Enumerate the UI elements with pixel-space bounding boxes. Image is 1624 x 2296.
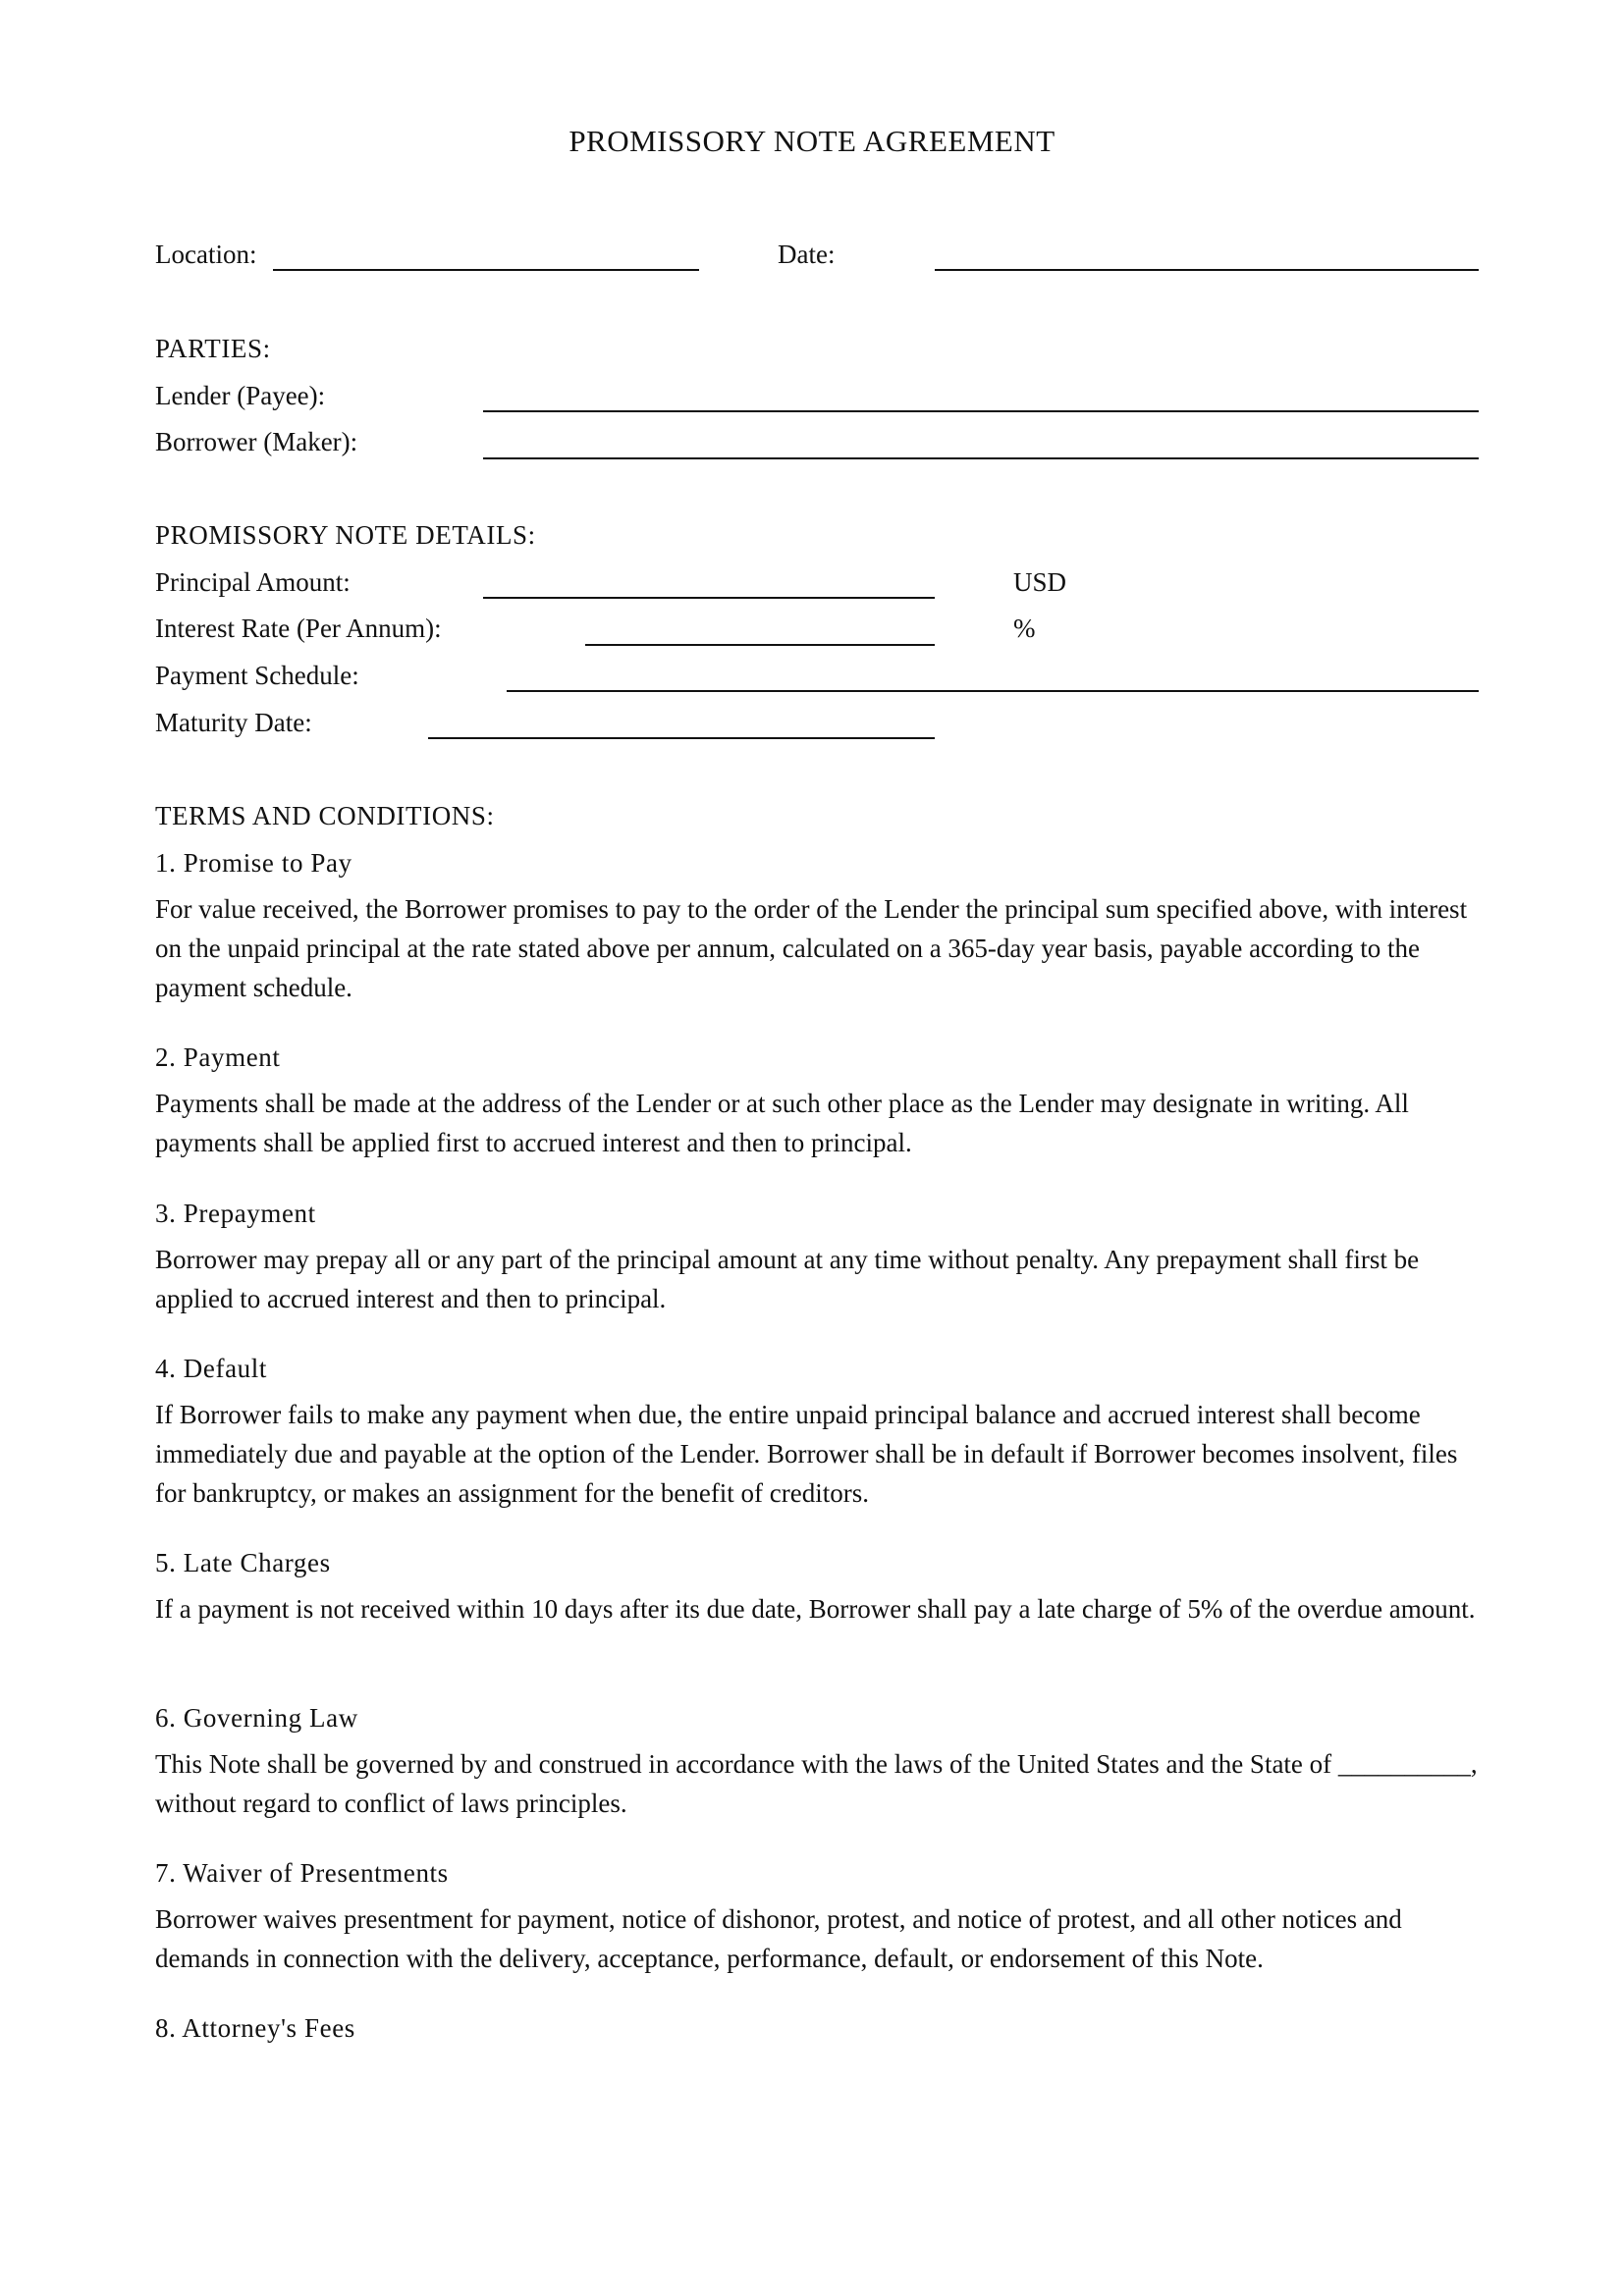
document-title: PROMISSORY NOTE AGREEMENT — [568, 124, 1056, 158]
terms-heading: TERMS AND CONDITIONS: — [155, 801, 495, 830]
section-title: 3. Prepayment — [155, 1199, 316, 1228]
date-field[interactable] — [935, 269, 1479, 271]
lender-label: Lender (Payee): — [155, 381, 326, 410]
schedule-label: Payment Schedule: — [155, 661, 359, 690]
section-text: If a payment is not received within 10 days after its due date, Borrower shall pay a late charge of 5% of the overdue amount. — [155, 1594, 1476, 1624]
section-title: 2. Payment — [155, 1042, 281, 1072]
location-field[interactable] — [273, 269, 699, 271]
maturity-field[interactable] — [428, 737, 935, 739]
section-text: For value received, the Borrower promises to pay to the order of the Lender the principal sum specified above, with interest on the unpaid principal at the rate stated above per annum, calculated on a 365-day year basis, payable according to the payment schedule. — [155, 894, 1468, 1002]
section-text: This Note shall be governed by and construed in accordance with the laws of the United States and the State of __________, without regard to conflict of laws principles. — [155, 1749, 1478, 1818]
borrower-label: Borrower (Maker): — [155, 427, 358, 456]
principal-field[interactable] — [483, 597, 935, 599]
date-label: Date: — [778, 240, 836, 269]
borrower-field[interactable] — [483, 457, 1479, 459]
principal-label: Principal Amount: — [155, 567, 351, 597]
section-title: 7. Waiver of Presentments — [155, 1858, 449, 1888]
schedule-field[interactable] — [507, 690, 1479, 692]
location-label: Location: — [155, 240, 257, 269]
details-heading: PROMISSORY NOTE DETAILS: — [155, 520, 536, 550]
section-title: 5. Late Charges — [155, 1548, 331, 1577]
interest-field[interactable] — [585, 644, 935, 646]
section-title: 6. Governing Law — [155, 1703, 358, 1733]
parties-heading: PARTIES: — [155, 334, 271, 363]
section-title: 8. Attorney's Fees — [155, 2013, 355, 2043]
principal-unit: USD — [1013, 567, 1067, 597]
section-title: 1. Promise to Pay — [155, 848, 352, 878]
section-text: If Borrower fails to make any payment when due, the entire unpaid principal balance and accrued interest shall become immediately due and payable at the option of the Lender. Borrower shall be in default if Borrower becomes insolvent, files for bankruptcy, or makes an assignment for the benefit of creditors. — [155, 1400, 1458, 1508]
maturity-label: Maturity Date: — [155, 708, 312, 737]
section-text: Borrower waives presentment for payment, notice of dishonor, protest, and notice of protest, and all other notices and demands in connection with the delivery, acceptance, performance, default, or endorsement of this Note. — [155, 1904, 1402, 1973]
interest-unit: % — [1013, 614, 1036, 643]
lender-field[interactable] — [483, 410, 1479, 412]
section-text: Payments shall be made at the address of the Lender or at such other place as the Lender may designate in writing. All payments shall be applied first to accrued interest and then to principal. — [155, 1089, 1409, 1157]
interest-label: Interest Rate (Per Annum): — [155, 614, 442, 643]
section-text: Borrower may prepay all or any part of the principal amount at any time without penalty. Any prepayment shall first be applied to accrued interest and then to principal. — [155, 1245, 1420, 1313]
section-title: 4. Default — [155, 1354, 267, 1383]
